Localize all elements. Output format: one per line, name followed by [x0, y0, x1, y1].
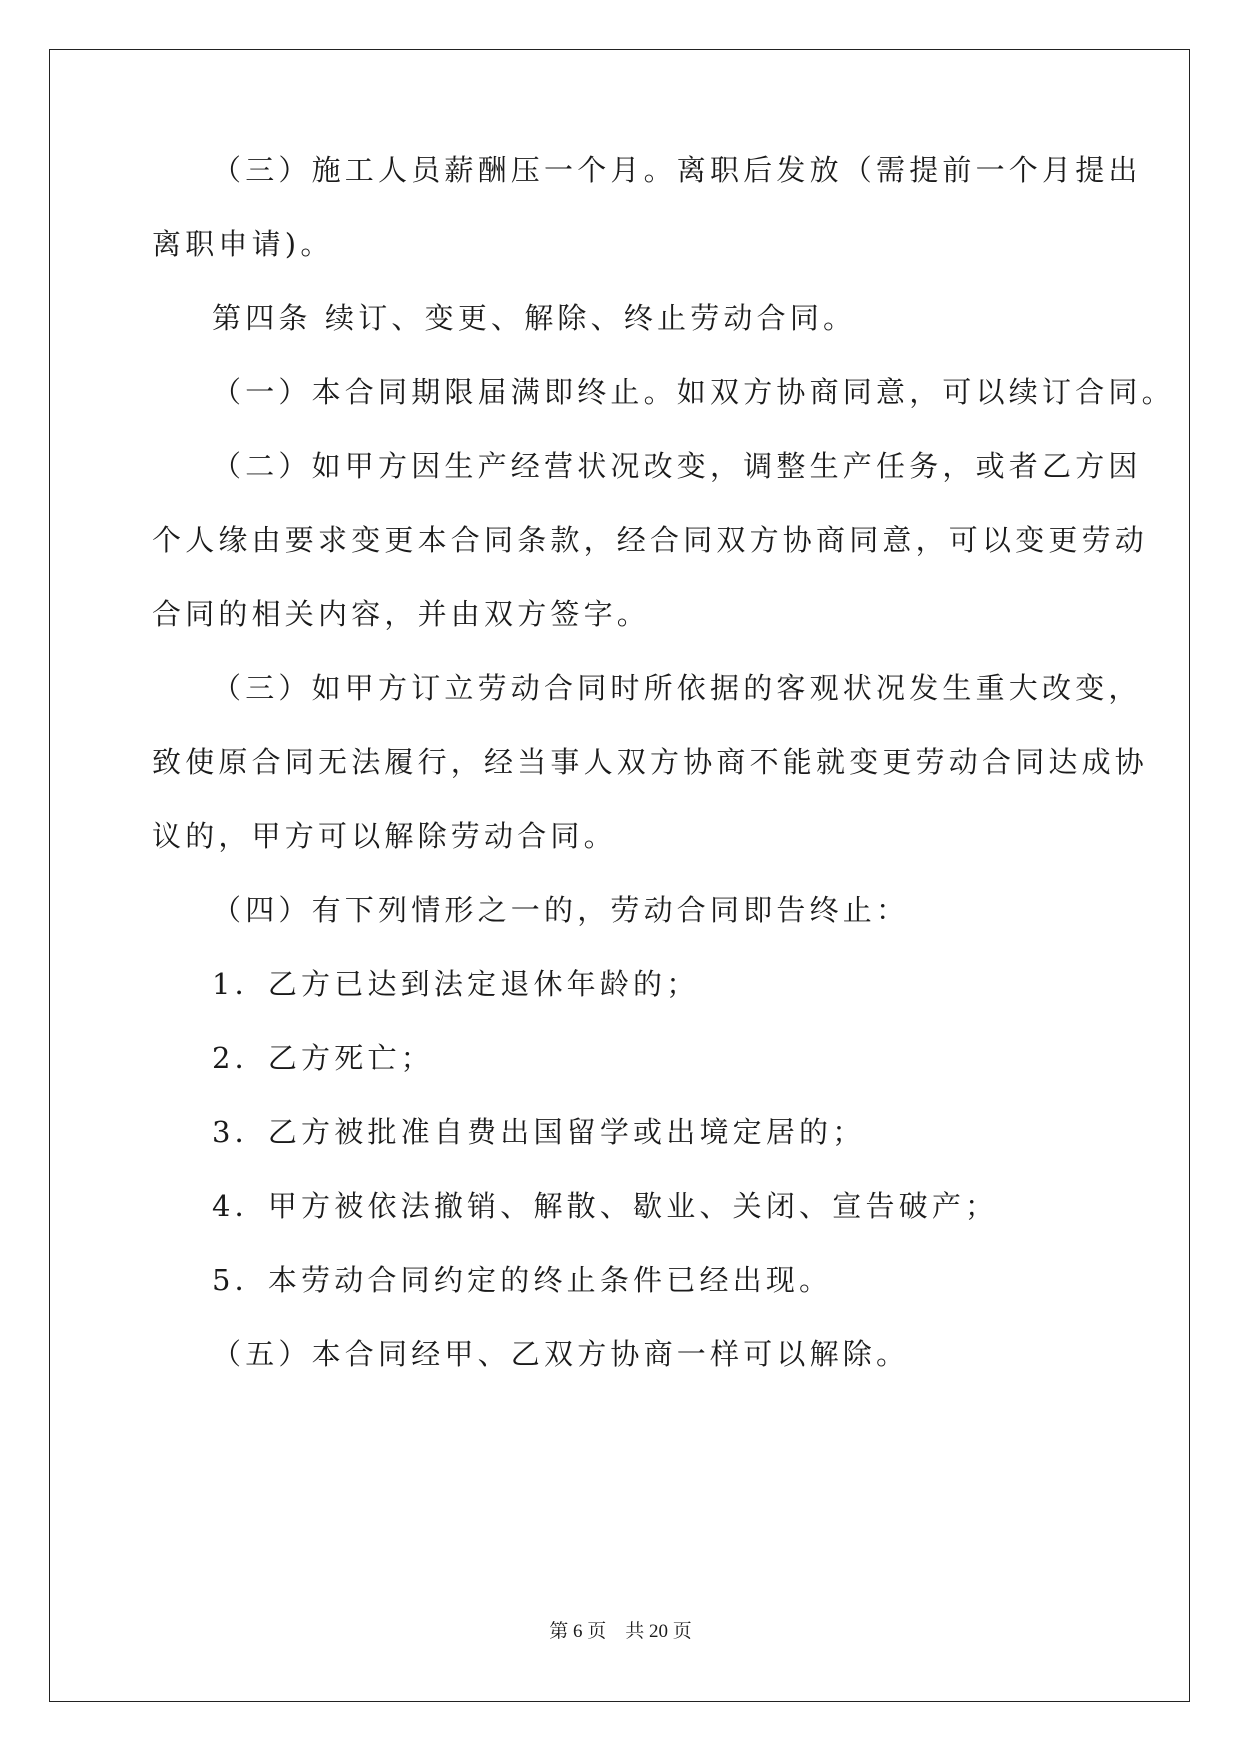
text-line: （五）本合同经甲、乙双方协商一样可以解除。 [212, 1337, 910, 1371]
text-line: 离职申请)。 [152, 227, 334, 261]
list-item: 3．乙方被批准自费出国留学或出境定居的； [212, 1115, 866, 1149]
list-item: 4．甲方被依法撤销、解散、歇业、关闭、宣告破产； [212, 1189, 999, 1223]
page-number-footer: 第 6 页 共 20 页 [549, 1621, 692, 1642]
text-line: （四）有下列情形之一的，劳动合同即告终止： [212, 893, 910, 927]
text-line: （二）如甲方因生产经营状况改变，调整生产任务，或者乙方因 [212, 449, 1142, 483]
text-line: 合同的相关内容，并由双方签字。 [152, 597, 651, 631]
list-item: 1．乙方已达到法定退休年龄的； [212, 967, 700, 1001]
text-line: （一）本合同期限届满即终止。如双方协商同意，可以续订合同。 [212, 375, 1175, 409]
text-line: （三）如甲方订立劳动合同时所依据的客观状况发生重大改变， [212, 671, 1142, 705]
list-item: 2．乙方死亡； [212, 1041, 434, 1075]
list-item: 5．本劳动合同约定的终止条件已经出现。 [212, 1263, 833, 1297]
text-line: （三）施工人员薪酬压一个月。离职后发放（需提前一个月提出 [212, 153, 1142, 187]
page-border [49, 49, 1190, 1702]
text-line: 致使原合同无法履行，经当事人双方协商不能就变更劳动合同达成协 [152, 745, 1149, 779]
text-line: 议的，甲方可以解除劳动合同。 [152, 819, 617, 853]
text-line: 个人缘由要求变更本合同条款，经合同双方协商同意，可以变更劳动 [152, 523, 1149, 557]
section-heading: 第四条 续订、变更、解除、终止劳动合同。 [212, 301, 857, 335]
